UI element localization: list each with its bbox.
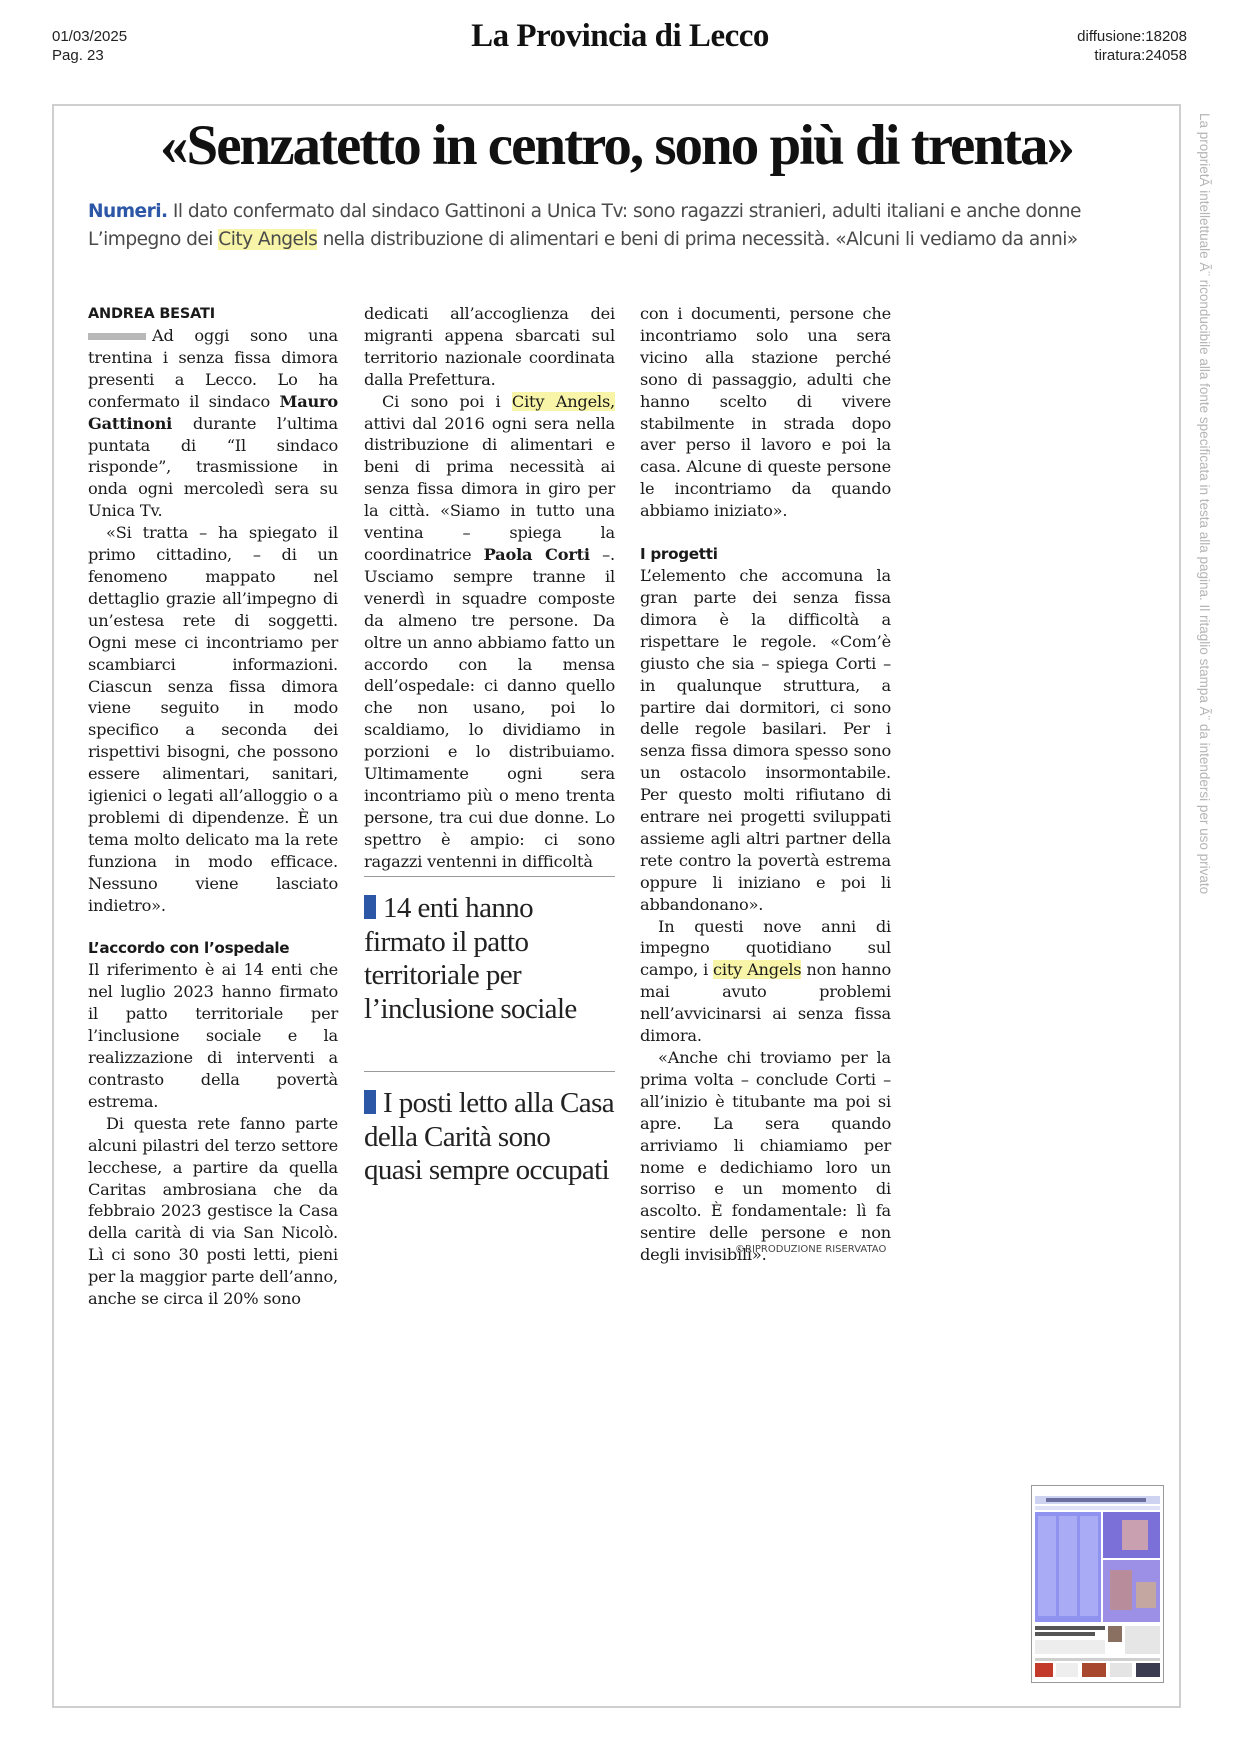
- page-thumbnail: [1031, 1485, 1164, 1683]
- tiratura: tiratura:24058: [1094, 47, 1187, 64]
- col2-paragraph-1: dedicati all’accoglienza dei migranti appena sbarcati sul territorio nazionale coordinata dalla Prefettura.: [364, 304, 615, 389]
- col3-paragraph-3: [640, 916, 891, 1047]
- col2-p2-text-a: Ci sono poi i: [382, 391, 512, 411]
- page-date: 01/03/2025: [52, 28, 128, 45]
- article-column-1: [88, 303, 338, 1310]
- col3-paragraph-2: L’elemento che accomuna la gran parte dei senza fissa dimora è la difficoltà a rispettare le regole. «Com’è giusto che sia – spiega Corti – in qualunque struttura, a partire dai dormitori, ci sono delle regole basilari. Per i senza fissa dimora spesso sono un ostacolo insormontabile. Per questo molti rifiutano di entrare nei progetti sviluppati assieme agli altri partner della rete contro la povertà estrema oppure li iniziano e poi li abbandonano».: [640, 566, 891, 914]
- pullquote-2-text: I posti letto alla Casa della Carità sono quasi sempre occupati: [364, 1087, 615, 1186]
- lead-bar: [88, 333, 146, 340]
- col2-p2-text-b: attivi dal 2016 ogni sera nella distribuzione di alimentari e beni di prima necessità ai senza fissa dimora in giro per la città. «Siamo in tutto una ventina – spiega la coordinatrice: [364, 413, 615, 564]
- pullquote-1-text: 14 enti hanno firmato il patto territoriale per l’inclusione sociale: [364, 892, 577, 1025]
- side-copyright-note: [1196, 113, 1214, 1093]
- masthead: La Provincia di Lecco: [471, 18, 769, 54]
- subtitle-accordo-ospedale: L’accordo con l’ospedale: [88, 939, 290, 958]
- header-circulation: [1077, 27, 1187, 65]
- subhead-text-2a: L’impegno dei: [88, 229, 219, 250]
- pullquote-2: [364, 1087, 615, 1188]
- page-thumbnail-image: [1032, 1486, 1163, 1682]
- author-byline: ANDREA BESATI: [88, 306, 215, 322]
- col3-paragraph-1: con i documenti, persone che incontriamo solo una sera vicino alla stazione perché sono di passaggio, adulti che hanno scelto di vivere stabilmente in strada dopo aver perso il lavoro e poi la casa. Alcune di queste persone le incontriamo da quando abbiamo iniziato».: [640, 304, 891, 521]
- highlight-city-angels: City Angels,: [511, 391, 615, 411]
- article-column-2: [364, 303, 615, 873]
- col1-paragraph-3: Il riferimento è ai 14 enti che nel luglio 2023 hanno firmato il patto territoriale per l’inclusione sociale e la realizzazione di interventi a contrasto della povertà estrema.: [88, 960, 338, 1111]
- col1-paragraph-1: [88, 325, 338, 522]
- col1-paragraph-4: Di questa rete fanno parte alcuni pilastri del terzo settore lecchese, a partire da quella Caritas ambrosiana che da febbraio 2023 gestisce la Casa della carità di via San Nicolò. Lì ci sono 30 posti letti, pieni per la maggior parte dell’anno, anche se circa il 20% sono: [88, 1113, 338, 1309]
- diffusione: diffusione:18208: [1077, 28, 1187, 45]
- copyright-notice: ©RIPRODUZIONE RISERVATAO: [735, 1244, 887, 1255]
- subhead-text-2b: nella distribuzione di alimentari e beni di prima necessità. «Alcuni li vediamo da anni»: [317, 229, 1078, 250]
- col1-p1-text-b: durante l’ultima puntata di “Il sindaco risponde”, trasmissione in onda ogni mercoledì sera su Unica Tv.: [88, 413, 338, 521]
- pullquote-divider: [364, 1071, 615, 1072]
- pullquote-marker: [364, 1090, 376, 1114]
- col3-p3-text-b: non hanno mai avuto problemi nell’avvicinarsi ai senza fissa dimora.: [640, 960, 891, 1046]
- highlight-city-angels: city Angels: [713, 960, 802, 980]
- side-note-text: La proprietÃ intellettuale Ã¨ riconducibile alla fonte specificata in testa alla pagina. Il ritaglio stampa Ã¨ da intendersi per uso privato: [1197, 113, 1212, 895]
- pullquote-1: [364, 892, 615, 1026]
- highlight-city-angels: City Angels: [218, 229, 318, 250]
- subhead-text-1: Il dato confermato dal sindaco Gattinoni a Unica Tv: sono ragazzi stranieri, adulti italiani e anche donne: [167, 201, 1081, 222]
- col3-p3-text-a: In questi nove anni di impegno quotidiano sul campo, i: [640, 916, 891, 980]
- page-number: Pag. 23: [52, 47, 104, 64]
- col2-paragraph-2: [364, 391, 615, 873]
- col3-paragraph-4: «Anche chi troviamo per la prima volta – conclude Corti – all’inizio è titubante ma poi si apre. La sera quando arriviamo li chiamiamo per nome e dedichiamo loro un sorriso e un momento di ascolto. È fondamentale: lì fa sentire delle persone e non degli invisibili».: [640, 1048, 891, 1265]
- article-subhead: [88, 198, 1168, 254]
- col1-p1-text-a: Ad oggi sono una trentina i senza fissa dimora presenti a Lecco. Lo ha confermato il sindaco: [88, 326, 338, 411]
- subtitle-progetti: I progetti: [640, 545, 718, 564]
- col2-p2-text-c: –. Usciamo sempre tranne il venerdì in squadre composte da almeno tre persone. Da oltre un anno abbiamo fatto un accordo con la mensa dell’ospedale: ci danno quello che non usano, poi lo scaldiamo, lo dividiamo in porzioni e lo distribuiamo. Ultimamente ogni sera incontriamo più o meno trenta persone, tra cui due donne. Lo spettro è ampio: ci sono ragazzi ventenni in difficoltà: [364, 544, 615, 871]
- article-column-3: [640, 303, 891, 1266]
- pullquote-marker: [364, 895, 376, 919]
- article-headline: «Senzatetto in centro, sono più di trenta»: [160, 114, 1073, 177]
- person-name-gattinoni: Mauro Gattinoni: [88, 391, 338, 433]
- person-name-corti: Paola Corti: [483, 544, 590, 564]
- pullquote-divider: [364, 876, 615, 877]
- subhead-line-2: [88, 226, 1168, 254]
- subhead-line-1: [88, 198, 1168, 226]
- col1-paragraph-2: «Si tratta – ha spiegato il primo cittadino, – di un fenomeno mappato nel dettaglio grazie all’impegno di un’estesa rete di soggetti. Ogni mese ci incontriamo per scambiarci informazioni. Ciascun senza fissa dimora viene seguito in modo specifico a seconda dei rispettivi bisogni, che possono essere alimentari, sanitari, igienici o legati all’alloggio o a problemi di dipendenze. È un tema molto delicato ma la rete funziona in modo efficace. Nessuno viene lasciato indietro».: [88, 523, 338, 915]
- subhead-kicker: Numeri.: [88, 201, 168, 222]
